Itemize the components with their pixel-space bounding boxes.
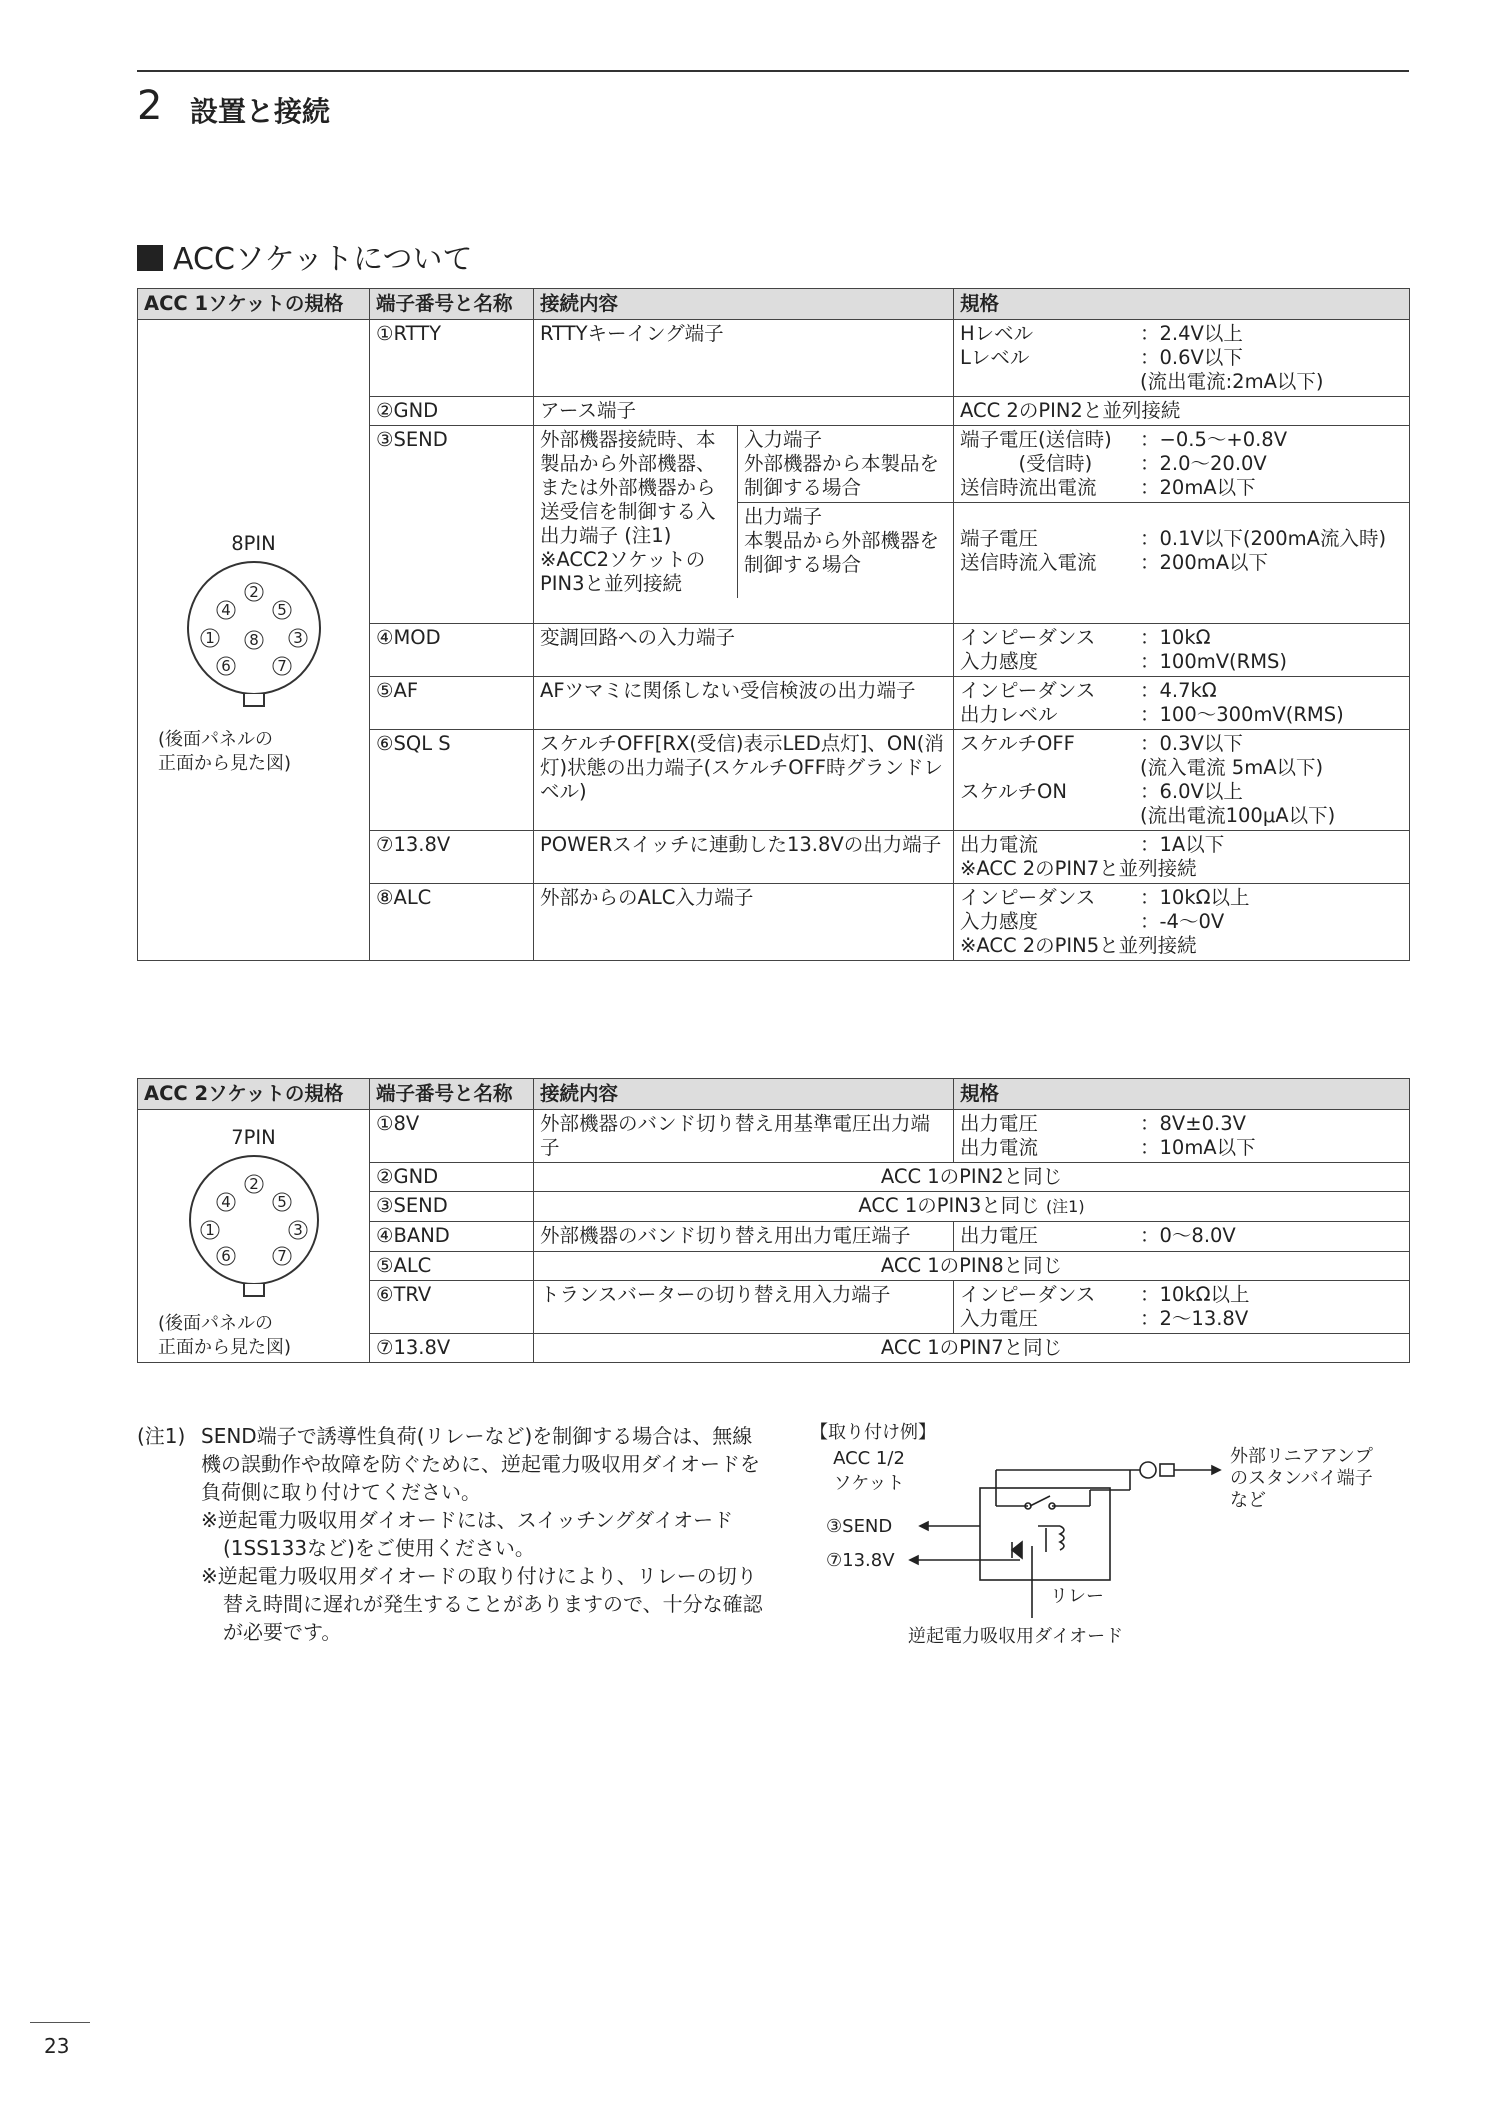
diagram-socket-label: ACC 1/2 ソケット (833, 1448, 905, 1494)
desc-cell: AFツマミに関係しない受信検波の出力端子 (534, 677, 954, 730)
svg-text:7: 7 (277, 1247, 287, 1265)
span-cell: ACC 1のPIN2と同じ (534, 1163, 1410, 1192)
table-row (138, 1110, 1410, 1163)
svg-text:5: 5 (277, 1193, 287, 1211)
spec-cell: インピーダンス ：4.7kΩ 出力レベル ：100〜300mV(RMS) (954, 677, 1410, 730)
span-cell: ACC 1のPIN7と同じ (534, 1333, 1410, 1362)
acc1-table (137, 288, 1410, 961)
pin-cell: ②GND (370, 1163, 534, 1192)
svg-text:7: 7 (277, 657, 287, 675)
svg-text:4: 4 (221, 1193, 231, 1211)
diagram-relay-label: リレー (1050, 1586, 1104, 1607)
footnote-line: SEND端子で誘導性負荷(リレーなど)を制御する場合は、無線機の誤動作や故障を防ぐために、逆起電力吸収用ダイオードを負荷側に取り付けてください。 (201, 1424, 760, 1504)
diagram-send-label: ③SEND (826, 1516, 893, 1537)
square-bullet-icon (137, 245, 163, 271)
pin-cell: ①RTTY (370, 320, 534, 397)
page-rule (30, 2022, 90, 2023)
table-row (138, 320, 1410, 397)
acc1-header-pin: 端子番号と名称 (370, 289, 534, 320)
svg-text:3: 3 (293, 629, 303, 647)
spec-cell: 出力電圧 ：0〜8.0V (954, 1222, 1410, 1251)
footnote-line: ※逆起電力吸収用ダイオードには、スイッチングダイオード(1SS133など)をご使用ください。 (201, 1508, 734, 1560)
svg-text:5: 5 (277, 601, 287, 619)
pin-cell: ⑥SQL S (370, 730, 534, 831)
span-cell: ACC 1のPIN3と同じ (注1) (534, 1192, 1410, 1222)
desc-cell: トランスバーターの切り替え用入力端子 (534, 1280, 954, 1333)
desc-cell: スケルチOFF[RX(受信)表示LED点灯]、ON(消灯)状態の出力端子(スケルチOFF時グランドレベル) (534, 730, 954, 831)
acc2-header-pin: 端子番号と名称 (370, 1079, 534, 1110)
page-number: 23 (44, 2034, 70, 2058)
chapter-title: 設置と接続 (190, 95, 331, 128)
svg-text:6: 6 (221, 657, 231, 675)
desc-cell: 外部からのALC入力端子 (534, 884, 954, 961)
acc1-header-desc: 接続内容 (534, 289, 954, 320)
spec-cell: ACC 2のPIN2と並列接続 (954, 397, 1410, 426)
din8-connector-icon (144, 556, 364, 716)
acc2-header-desc: 接続内容 (534, 1079, 954, 1110)
spec-cell: インピーダンス ：10kΩ以上 入力電圧 ：2〜13.8V (954, 1280, 1410, 1333)
section-title-text: ACCソケットについて (173, 242, 473, 277)
svg-text:2: 2 (249, 1175, 259, 1193)
desc-cell: 外部機器接続時、本製品から外部機器、または外部機器から送受信を制御する入出力端子 (注1) ※ACC2ソケットの PIN3と並列接続 入力端子 外部機器から本製品を制御する場合 出力端子 本製品から外部機器を制御する場合 (534, 426, 954, 624)
pin-cell: ①8V (370, 1110, 534, 1163)
diagram-138v-label: ⑦13.8V (826, 1550, 895, 1571)
footnote-line: ※逆起電力吸収用ダイオードの取り付けにより、リレーの切り替え時間に遅れが発生することがありますので、十分な確認が必要です。 (201, 1564, 763, 1644)
spec-cell: 出力電圧 ：8V±0.3V 出力電流 ：10mA以下 (954, 1110, 1410, 1163)
pin-cell: ③SEND (370, 426, 534, 624)
acc2-connector-cell (138, 1110, 370, 1363)
acc2-header-row (138, 1079, 1410, 1110)
svg-text:1: 1 (205, 1221, 215, 1239)
pin-cell: ⑧ALC (370, 884, 534, 961)
pin-cell: ③SEND (370, 1192, 534, 1222)
pin-cell: ⑥TRV (370, 1280, 534, 1333)
acc2-pin-count: 7PIN (231, 1126, 276, 1149)
spec-cell: Hレベル ：2.4V以上 Lレベル ：0.6V以下 (流出電流:2mA以下) (954, 320, 1410, 397)
svg-text:6: 6 (221, 1247, 231, 1265)
din7-connector-icon (144, 1150, 364, 1300)
acc2-header-spec: 規格 (954, 1079, 1410, 1110)
pin-cell: ⑦13.8V (370, 831, 534, 884)
top-rule (137, 70, 1409, 72)
svg-text:2: 2 (249, 583, 259, 601)
pin-cell: ⑦13.8V (370, 1333, 534, 1362)
acc1-pin-count: 8PIN (231, 532, 276, 555)
diagram-amp-label: 外部リニアアンプ のスタンバイ端子 など (1230, 1446, 1373, 1511)
diagram-title: 【取り付け例】 (810, 1422, 936, 1443)
spec-cell: スケルチOFF ：0.3V以下 (流入電流 5mA以下) スケルチON ：6.0V以上 (流出電流100μA以下) (954, 730, 1410, 831)
desc-cell: アース端子 (534, 397, 954, 426)
spec-cell: 出力電流 ：1A以下 ※ACC 2のPIN7と並列接続 (954, 831, 1410, 884)
section-title (137, 234, 473, 278)
span-cell: ACC 1のPIN8と同じ (534, 1251, 1410, 1280)
footnote (137, 1422, 767, 1646)
pin-cell: ⑤AF (370, 677, 534, 730)
desc-cell: 変調回路への入力端子 (534, 624, 954, 677)
spec-cell: 端子電圧 ：0.1V以下(200mA流入時) 送信時流入電流 ：200mA以下 (954, 503, 1410, 624)
svg-text:1: 1 (205, 629, 215, 647)
pin-cell: ②GND (370, 397, 534, 426)
desc-cell: 外部機器のバンド切り替え用基準電圧出力端子 (534, 1110, 954, 1163)
pin-cell: ④BAND (370, 1222, 534, 1251)
desc-cell: RTTYキーイング端子 (534, 320, 954, 397)
wiring-diagram (800, 1418, 1420, 1658)
desc-cell: POWERスイッチに連動した13.8Vの出力端子 (534, 831, 954, 884)
acc2-header-socket: ACC 2ソケットの規格 (138, 1079, 370, 1110)
acc2-view-note: (後面パネルの 正面から見た図) (158, 1313, 292, 1358)
acc1-view-note: (後面パネルの 正面から見た図) (158, 729, 292, 774)
spec-cell: インピーダンス ：10kΩ以上 入力感度 ：-4〜0V ※ACC 2のPIN5と並列接続 (954, 884, 1410, 961)
acc1-connector-cell (138, 320, 370, 961)
svg-text:3: 3 (293, 1221, 303, 1239)
circuit-schematic-icon (800, 1418, 1420, 1658)
footnote-label: (注1) (137, 1424, 186, 1448)
chapter-number: 2 (137, 83, 163, 129)
desc-cell: 外部機器のバンド切り替え用出力電圧端子 (534, 1222, 954, 1251)
spec-cell: インピーダンス ：10kΩ 入力感度 ：100mV(RMS) (954, 624, 1410, 677)
pin-cell: ⑤ALC (370, 1251, 534, 1280)
pin-cell: ④MOD (370, 624, 534, 677)
acc1-header-spec: 規格 (954, 289, 1410, 320)
svg-text:8: 8 (249, 631, 259, 649)
svg-text:4: 4 (221, 601, 231, 619)
spec-cell: 端子電圧(送信時) ：−0.5〜+0.8V (受信時) ：2.0〜20.0V 送信時流出電流 ：20mA以下 (954, 426, 1410, 503)
acc1-header-row (138, 289, 1410, 320)
acc2-table (137, 1078, 1410, 1363)
acc1-header-socket: ACC 1ソケットの規格 (138, 289, 370, 320)
diagram-diode-label: 逆起電力吸収用ダイオード (908, 1626, 1124, 1647)
